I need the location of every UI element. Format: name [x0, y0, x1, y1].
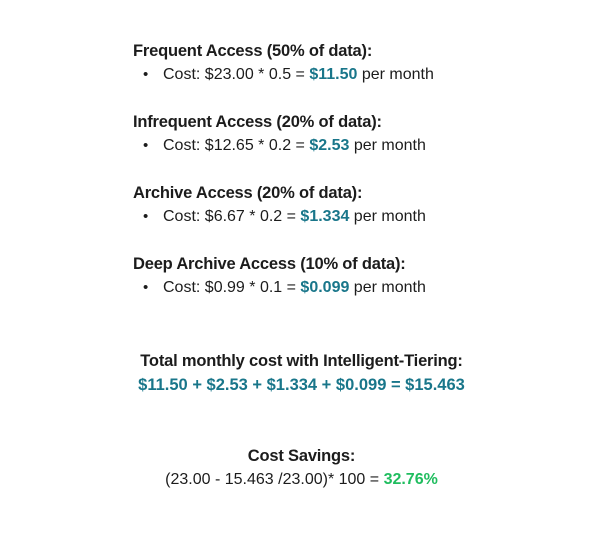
tier-heading: Frequent Access (50% of data): — [133, 42, 373, 60]
tier-breakdown-list — [133, 40, 434, 324]
cost-line — [163, 276, 426, 300]
tier-section-infrequent-access — [133, 111, 434, 158]
bullet-icon: • — [143, 208, 149, 225]
tier-section-archive-access — [133, 182, 434, 229]
cost-line — [163, 134, 426, 158]
cost-result-highlight: $0.099 — [300, 279, 350, 296]
savings-percentage-highlight: 32.76% — [383, 471, 438, 488]
cost-line — [163, 205, 426, 229]
savings-formula-line — [0, 468, 603, 492]
cost-formula: Cost: $6.67 * 0.2 = — [163, 208, 301, 225]
tier-heading: Deep Archive Access (10% of data): — [133, 255, 406, 273]
cost-unit: per month — [349, 208, 426, 225]
cost-formula: Cost: $12.65 * 0.2 = — [163, 137, 310, 154]
cost-result-highlight: $1.334 — [300, 208, 350, 225]
cost-unit: per month — [357, 66, 434, 83]
savings-heading: Cost Savings: — [247, 447, 356, 465]
cost-bullet-item — [143, 134, 434, 158]
bullet-icon: • — [143, 279, 149, 296]
total-equation: $11.50 + $2.53 + $1.334 + $0.099 = $15.463 — [138, 376, 465, 394]
cost-formula: Cost: $23.00 * 0.5 = — [163, 66, 310, 83]
bullet-icon: • — [143, 66, 149, 83]
savings-section — [0, 444, 603, 492]
cost-line — [163, 63, 434, 87]
cost-bullet-item — [143, 205, 434, 229]
cost-bullet-item — [143, 63, 434, 87]
cost-unit: per month — [349, 279, 426, 296]
cost-unit: per month — [349, 137, 426, 154]
total-heading: Total monthly cost with Intelligent-Tiering: — [140, 352, 463, 370]
savings-formula: (23.00 - 15.463 /23.00)* 100 = — [165, 471, 384, 488]
total-section — [0, 349, 603, 397]
cost-formula: Cost: $0.99 * 0.1 = — [163, 279, 301, 296]
tier-heading: Infrequent Access (20% of data): — [133, 113, 382, 131]
bullet-icon: • — [143, 137, 149, 154]
cost-result-highlight: $2.53 — [309, 137, 350, 154]
cost-bullet-item — [143, 276, 434, 300]
tier-heading: Archive Access (20% of data): — [133, 184, 363, 202]
tier-section-deep-archive-access — [133, 253, 434, 300]
tier-section-frequent-access — [133, 40, 434, 87]
cost-result-highlight: $11.50 — [309, 66, 358, 83]
